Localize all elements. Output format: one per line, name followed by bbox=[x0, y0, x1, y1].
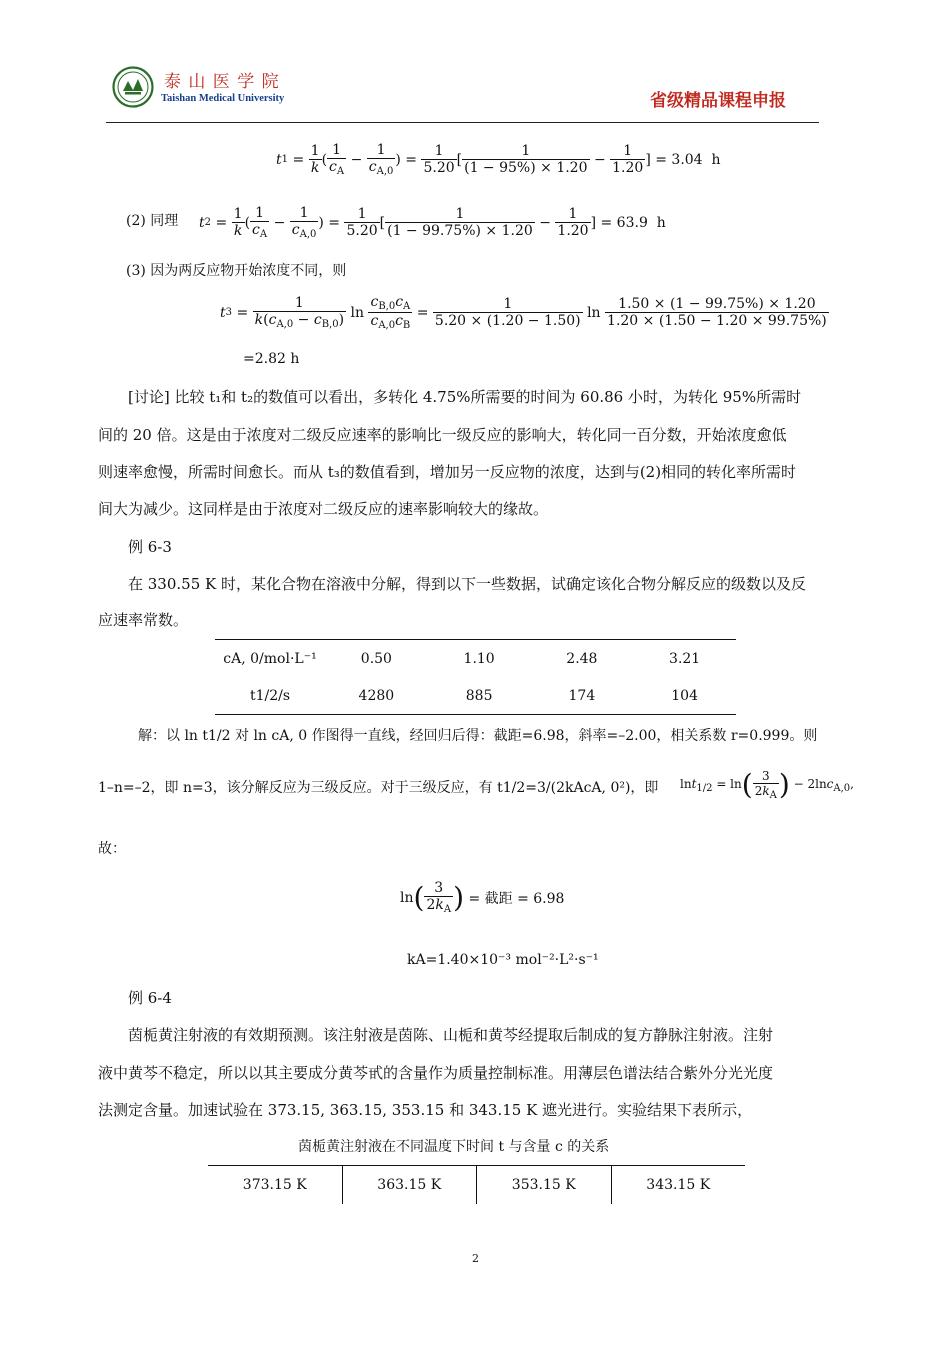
discussion-line: 则速率愈慢，所需时间愈长。而从 t₃的数值看到，增加另一反应物的浓度，达到与(2)相同的转化率所需时 bbox=[98, 463, 797, 481]
example-6-4-line: 茵栀黄注射液的有效期预测。该注射液是茵陈、山栀和黄芩经提取后制成的复方静脉注射液。注射 bbox=[128, 1026, 774, 1044]
table-cell: 0.50 bbox=[360, 650, 392, 667]
equation-t3: t 3 = $\frac{1}{k(c_{A,0} - c_{B,0})}$ ln $\frac{c_{B,0}c_A}{c_{A,0}c_B}$ = $\frac{1}{5.20 \times (1.20 - 1.50)}$ ln $\frac{1.50 \times (1 - 99.75\%) \times 1.20}{1.20 \times (1.50 - 1.20 \times 99.75\%)}$ bbox=[220, 294, 827, 331]
table-cell: 1.10 bbox=[463, 650, 495, 667]
temperature-header: 363.15 K bbox=[377, 1177, 442, 1193]
table-cell: 885 bbox=[465, 687, 493, 704]
header-rule bbox=[106, 122, 819, 123]
table-cell: 174 bbox=[568, 687, 596, 704]
temperature-header: 343.15 K bbox=[646, 1177, 711, 1193]
table-row-label: t1/2/s bbox=[249, 687, 291, 704]
intercept-equation: ln ( $\frac{3}{2k_A}$ ) = 截距 = 6.98 bbox=[400, 880, 565, 915]
table-cell: 2.48 bbox=[566, 650, 598, 667]
temperature-header: 353.15 K bbox=[511, 1177, 576, 1193]
example-6-4-title: 例 6-4 bbox=[128, 989, 172, 1007]
university-logo bbox=[112, 66, 154, 108]
page-number: 2 bbox=[472, 1252, 479, 1265]
temperature-header: 373.15 K bbox=[242, 1177, 307, 1193]
solution-line: 解：以 ln t1/2 对 ln cA, 0 作图得一直线，经回归后得：截距=6.98，斜率=–2.00，相关系数 r=0.999。则 bbox=[138, 728, 818, 744]
equation-t2: t 2 = $\frac{1}{k}$ ( $\frac{1}{c_A}$ − $\frac{1}{c_{A,0}}$ ) = $\frac{1}{5.20}$ [ $\frac{1}{(1 - 99.75\%) \times 1.20}$ − $\frac{1}{1.20}$ ] = 63.9 h bbox=[199, 205, 666, 240]
table-cell: 4280 bbox=[358, 687, 395, 704]
example-6-3-problem: 在 330.55 K 时，某化合物在溶液中分解，得到以下一些数据，试确定该化合物分解反应的级数以及反 bbox=[128, 575, 806, 593]
discussion-line: 间的 20 倍。这是由于浓度对二级反应速率的影响比一级反应的影响大，转化同一百分数，开始浓度愈低 bbox=[98, 426, 787, 444]
table-cell: 3.21 bbox=[669, 650, 701, 667]
equation-t3-result: =2.82 h bbox=[243, 351, 300, 367]
discussion-line: [讨论] 比较 t₁和 t₂的数值可以看出，多转化 4.75%所需要的时间为 60.86 小时，为转化 95%所需时 bbox=[128, 388, 802, 406]
table-row-label: cA, 0/mol·L⁻¹ bbox=[223, 650, 317, 667]
discussion-line: 间大为减少。这同样是由于浓度对二级反应的速率影响较大的缘故。 bbox=[98, 500, 549, 518]
example-6-3-problem: 应速率常数。 bbox=[98, 611, 189, 629]
school-name-en: Taishan Medical University bbox=[161, 93, 285, 104]
rate-constant-result: kA=1.40×10⁻³ mol⁻²·L²·s⁻¹ bbox=[407, 952, 599, 968]
concentration-halflife-table bbox=[215, 639, 736, 715]
example-6-3-title: 例 6-3 bbox=[128, 538, 172, 556]
equation-t1: t 1 = $\frac{1}{k}$ ( $\frac{1}{c_A}$ − $\frac{1}{c_{A,0}}$ ) = $\frac{1}{5.20}$ [ $\frac{1}{(1 - 95\%) \times 1.20}$ − $\frac{1}{1.20}$ ] = 3.04 h bbox=[276, 142, 721, 177]
example-6-4-line: 液中黄芩不稳定，所以以其主要成分黄芩甙的含量作为质量控制标准。用薄层色谱法结合紫外分光光度 bbox=[98, 1064, 774, 1082]
solution-line: 1–n=–2，即 n=3，该分解反应为三级反应。对于三级反应，有 t1/2=3/(2kAcA, 0²)，即 bbox=[98, 780, 659, 796]
example-6-4-line: 法测定含量。加速试验在 373.15, 363.15, 353.15 和 343.15 K 遮光进行。实验结果下表所示， bbox=[98, 1101, 753, 1119]
temperature-table bbox=[208, 1165, 745, 1204]
equation-t3-prefix: (3) 因为两反应物开始浓度不同，则 bbox=[126, 263, 347, 279]
equation-t2-prefix: (2) 同理 bbox=[126, 213, 179, 229]
ln-halflife-equation: lnt$_{1/2}$ = ln ( $\frac{3}{2k_A}$ ) − 2lnc$_{A,0}$, bbox=[680, 768, 854, 801]
table-cell: 104 bbox=[671, 687, 698, 704]
table-caption: 茵栀黄注射液在不同温度下时间 t 与含量 c 的关系 bbox=[298, 1139, 610, 1155]
course-application-title: 省级精品课程申报 bbox=[650, 91, 786, 111]
school-name-cn: 泰 山 医 学 院 bbox=[164, 72, 280, 92]
therefore-label: 故： bbox=[98, 841, 126, 857]
